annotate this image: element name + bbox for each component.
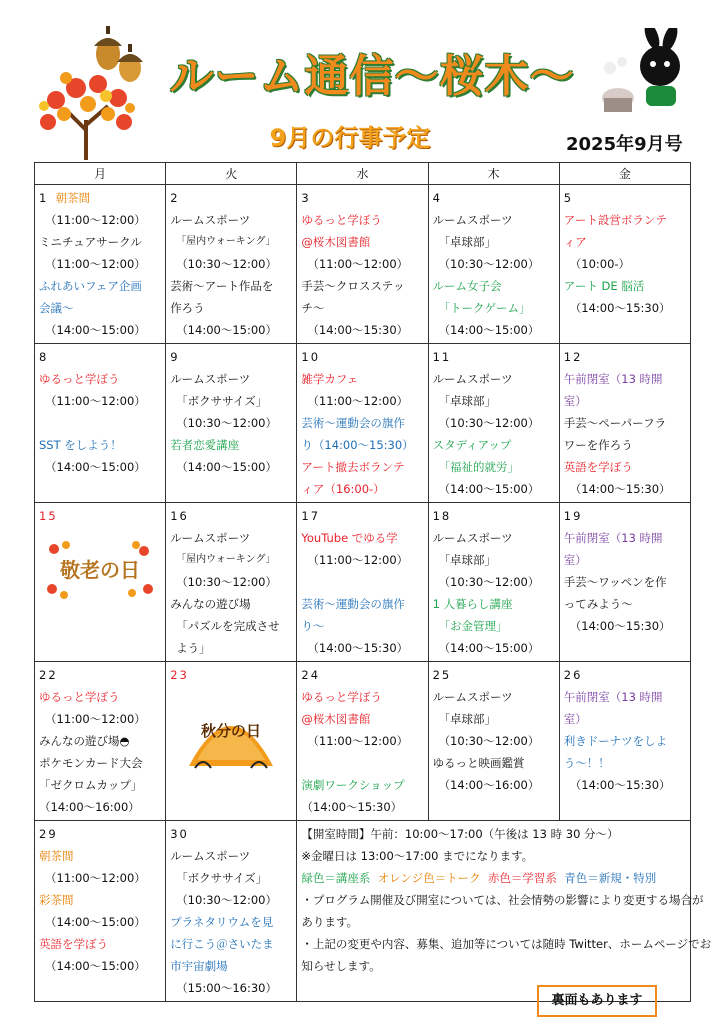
maple-tree-icon	[36, 70, 136, 162]
day-cell	[297, 344, 428, 503]
day-cell	[166, 344, 297, 503]
event-detail: 「トークゲーム」	[438, 301, 531, 315]
event-time: （14:00～15:00）	[45, 959, 146, 973]
shubun-holiday-label: 秋分の日	[201, 722, 262, 740]
day-cell-holiday	[35, 503, 166, 662]
day-cell	[35, 185, 166, 344]
event-location: @桜木図書館	[301, 235, 371, 249]
week-row	[35, 344, 691, 503]
event-time: （11:00～12:00）	[45, 712, 146, 726]
day-number: 11	[432, 350, 452, 364]
day-number: 16	[170, 509, 189, 523]
event-time: （14:00～15:30）	[307, 323, 409, 337]
day-cell-holiday	[166, 662, 297, 821]
event-title: YouTube でゆる学	[301, 531, 398, 545]
day-cell	[559, 344, 690, 503]
event-title: ルームスポーツ	[170, 849, 251, 863]
event-title: 作ろう	[170, 301, 205, 315]
day-cell	[559, 185, 690, 344]
event-title: 市宇宙劇場	[170, 959, 228, 973]
event-title: ルームスポーツ	[432, 531, 513, 545]
event-time: （11:00～12:00）	[307, 394, 409, 408]
event-title: スタディアップ	[432, 438, 512, 452]
legend-blue: 青色＝新規・特別	[564, 871, 657, 885]
event-time: （14:00～15:00）	[176, 460, 277, 474]
keiro-holiday-badge	[44, 541, 156, 599]
event-title: ルーム女子会	[432, 279, 502, 293]
event-title: り～	[301, 619, 325, 633]
event-time: （14:00～15:30）	[569, 482, 671, 496]
legend-orange: オレンジ色＝トーク	[377, 871, 481, 885]
day-cell	[428, 662, 559, 821]
event-title: SST をしよう！	[39, 438, 122, 452]
event-time: （14:00～15:00）	[45, 915, 146, 929]
day-number: 10	[301, 350, 321, 364]
event-detail: 「卓球部」	[438, 712, 497, 726]
weekday-header-row	[35, 163, 691, 185]
event-title: 午前閉室（13 時開	[563, 372, 663, 386]
weekday-tue: 火	[166, 163, 297, 185]
note-line: ・上記の変更や内容、募集、追加等については随時 Twitter、ホームページでお	[301, 937, 712, 951]
event-time: （10:00-）	[569, 257, 631, 271]
day-cell	[559, 503, 690, 662]
event-time: （14:00～15:30）	[301, 800, 403, 814]
event-title: 演劇ワークショップ	[301, 778, 405, 792]
legend-green: 緑色＝講座系	[301, 871, 371, 885]
event-title: 雑学カフェ	[301, 372, 359, 386]
event-time: （14:00～15:00）	[438, 641, 540, 655]
event-detail: 「卓球部」	[438, 394, 497, 408]
event-title: ィア	[563, 235, 587, 249]
day-number: 22	[39, 668, 58, 682]
issue-label: 2025年9月号	[566, 134, 683, 155]
day-number: 3	[301, 191, 311, 205]
event-time: （14:00～16:00）	[39, 800, 140, 814]
event-title: ルームスポーツ	[432, 372, 513, 386]
event-time: （11:00～12:00）	[45, 394, 146, 408]
day-number: 23	[170, 668, 189, 682]
day-cell	[297, 185, 428, 344]
event-time: （14:00～15:30）	[569, 778, 671, 792]
event-title: 朝茶間	[39, 849, 74, 863]
event-time: （15:00～16:30）	[176, 981, 277, 995]
event-detail: 「ゼクロムカップ」	[39, 778, 143, 792]
day-number: 17	[301, 509, 321, 523]
day-cell	[297, 503, 428, 662]
event-detail: 「卓球部」	[438, 235, 497, 249]
color-legend	[301, 867, 686, 889]
event-title: ルームスポーツ	[432, 690, 513, 704]
event-title: ワーを作ろう	[563, 438, 633, 452]
event-title: ルームスポーツ	[170, 531, 251, 545]
event-time: （10:30～12:00）	[176, 893, 277, 907]
day-cell	[35, 821, 166, 1002]
weekday-thu: 木	[428, 163, 559, 185]
event-title: アート設営ボランテ	[563, 213, 667, 227]
event-title: 彩茶間	[39, 893, 74, 907]
day-number: 24	[301, 668, 321, 682]
day-number: 15	[39, 509, 58, 523]
event-time: （11:00～12:00）	[307, 553, 409, 567]
day-number: 25	[432, 668, 452, 682]
event-time: （14:00～15:00）	[438, 323, 540, 337]
friday-hours-note: ※金曜日は 13:00～17:00 までになります。	[301, 849, 534, 863]
event-title: ゆるっと学ぼう	[39, 372, 120, 386]
notes-cell	[297, 821, 712, 1002]
event-title: ミニチュアサークル	[39, 235, 142, 249]
event-detail: 「卓球部」	[438, 553, 497, 567]
note-line: 知らせします。	[301, 959, 381, 973]
event-title: 朝茶間	[55, 191, 91, 205]
event-title: 英語を学ぼう	[39, 937, 108, 951]
event-title: アート撤去ボランテ	[301, 460, 405, 474]
day-cell	[35, 662, 166, 821]
day-number: 30	[170, 827, 189, 841]
event-title: 室）	[563, 712, 587, 726]
day-number: 12	[563, 350, 583, 364]
week-row	[35, 503, 691, 662]
event-title: ルームスポーツ	[432, 213, 513, 227]
event-location: @桜木図書館	[301, 712, 371, 726]
event-title: 芸術～アート作品を	[170, 279, 274, 293]
event-time: （11:00～12:00）	[45, 213, 146, 227]
week-row	[35, 821, 691, 1002]
day-number: 2	[170, 191, 180, 205]
week-row	[35, 662, 691, 821]
weekday-wed: 水	[297, 163, 428, 185]
week-row	[35, 185, 691, 344]
event-time: （14:00～15:30）	[307, 641, 409, 655]
day-cell	[428, 185, 559, 344]
event-title: みんなの遊び場	[170, 597, 251, 611]
event-title: ポケモンカード大会	[39, 756, 143, 770]
back-side-notice: 裏面もあります	[537, 985, 657, 1017]
event-time: （14:00～15:00）	[176, 323, 277, 337]
event-time: （10:30～12:00）	[176, 257, 277, 271]
day-number: 19	[563, 509, 583, 523]
event-time: （11:00～12:00）	[307, 257, 409, 271]
day-number: 9	[170, 350, 180, 364]
day-cell	[428, 344, 559, 503]
day-number: 8	[39, 350, 49, 364]
day-cell	[428, 503, 559, 662]
event-title: ィア（16:00-）	[301, 482, 385, 496]
event-title: チ～	[301, 301, 325, 315]
event-title: 手芸～ワッペンを作	[563, 575, 667, 589]
event-title: 芸術～運動会の旗作	[301, 416, 405, 430]
event-title: ルームスポーツ	[170, 372, 251, 386]
day-number: 1	[39, 191, 49, 205]
legend-red: 赤色＝学習系	[487, 871, 557, 885]
day-number: 26	[563, 668, 583, 682]
event-title: アート DE 脳活	[563, 279, 645, 293]
event-title: 室）	[563, 394, 587, 408]
keiro-holiday-label: 敬老の日	[60, 558, 141, 582]
event-time: （14:00～15:30）	[569, 301, 671, 315]
note-line: あります。	[301, 915, 358, 929]
event-title: 若者恋愛講座	[170, 438, 240, 452]
event-time: （11:00～12:00）	[45, 257, 146, 271]
event-title: 利きドーナツをしよ	[563, 734, 668, 748]
event-detail: 「パズルを完成させ	[176, 619, 280, 633]
event-title: ってみよう～	[563, 597, 633, 611]
note-line: ・プログラム開催及び開室については、社会情勢の影響により変更する場合が	[301, 893, 704, 907]
event-title: う～！！	[563, 756, 610, 770]
shubun-holiday-badge	[183, 696, 279, 774]
event-title: ゆるっと学ぼう	[301, 213, 382, 227]
day-number: 5	[563, 191, 574, 205]
event-title: り（14:00～15:30）	[301, 438, 414, 452]
schedule-calendar	[34, 162, 712, 1002]
event-detail: 「お金管理」	[438, 619, 508, 633]
event-title: ゆるっと映画鑑賞	[432, 756, 525, 770]
event-time: （11:00～12:00）	[45, 871, 146, 885]
event-time: （10:30～12:00）	[176, 575, 277, 589]
event-time: （10:30～12:00）	[176, 416, 277, 430]
pokeball-icon: ◓	[119, 734, 130, 748]
weekday-fri: 金	[559, 163, 690, 185]
opening-hours: 【開室時間】午前：10:00～17:00（午後は 13 時 30 分～）	[301, 827, 619, 841]
day-number: 29	[39, 827, 58, 841]
event-time: （10:30～12:00）	[438, 575, 540, 589]
event-time: （10:30～12:00）	[438, 257, 540, 271]
event-time: （14:00～15:00）	[438, 482, 540, 496]
event-title: 午前閉室（13 時開	[563, 531, 663, 545]
event-time: （14:00～16:00）	[438, 778, 540, 792]
event-title: 午前閉室（13 時開	[563, 690, 663, 704]
event-title: 芸術～運動会の旗作	[301, 597, 405, 611]
event-title: ゆるっと学ぼう	[39, 690, 120, 704]
event-detail: 「ボクササイズ」	[176, 871, 268, 885]
event-title: みんなの遊び場	[39, 734, 120, 748]
rabbit-mascot-icon	[596, 28, 692, 124]
weekday-mon: 月	[35, 163, 166, 185]
day-number: 18	[432, 509, 452, 523]
day-cell	[559, 662, 690, 821]
event-detail: 「屋内ウォーキング」	[176, 554, 276, 565]
day-cell	[166, 821, 297, 1002]
event-title: 手芸～クロスステッ	[301, 279, 405, 293]
event-title: 英語を学ぼう	[563, 460, 633, 474]
event-title: ゆるっと学ぼう	[301, 690, 382, 704]
event-title: プラネタリウムを見	[170, 915, 274, 929]
day-number: 4	[432, 191, 442, 205]
event-title: ルームスポーツ	[170, 213, 251, 227]
event-time: （14:00～15:00）	[45, 460, 146, 474]
day-cell	[166, 503, 297, 662]
event-time: （14:00～15:00）	[45, 323, 146, 337]
day-cell	[35, 344, 166, 503]
day-cell	[297, 662, 428, 821]
event-detail: 「屋内ウォーキング」	[176, 236, 276, 247]
event-time: （11:00～12:00）	[307, 734, 409, 748]
event-title: に行こう＠さいたま	[170, 937, 274, 951]
event-title: 会議～	[39, 301, 74, 315]
event-detail: よう」	[176, 641, 211, 655]
event-title: 手芸～ペーパーフラ	[563, 416, 667, 430]
event-time: （10:30～12:00）	[438, 734, 540, 748]
event-detail: 「福祉的就労」	[438, 460, 520, 474]
event-detail: 「ボクササイズ」	[176, 394, 268, 408]
event-title: 室）	[563, 553, 587, 567]
page-title: ルーム通信～桜木～	[169, 51, 575, 102]
event-title: ふれあいフェア企画	[39, 279, 142, 293]
event-time: （14:00～15:30）	[569, 619, 671, 633]
event-time: （10:30～12:00）	[438, 416, 540, 430]
page-subtitle: 9月の行事予定	[269, 124, 431, 152]
day-cell	[166, 185, 297, 344]
event-title: 1 人暮らし講座	[432, 597, 513, 611]
